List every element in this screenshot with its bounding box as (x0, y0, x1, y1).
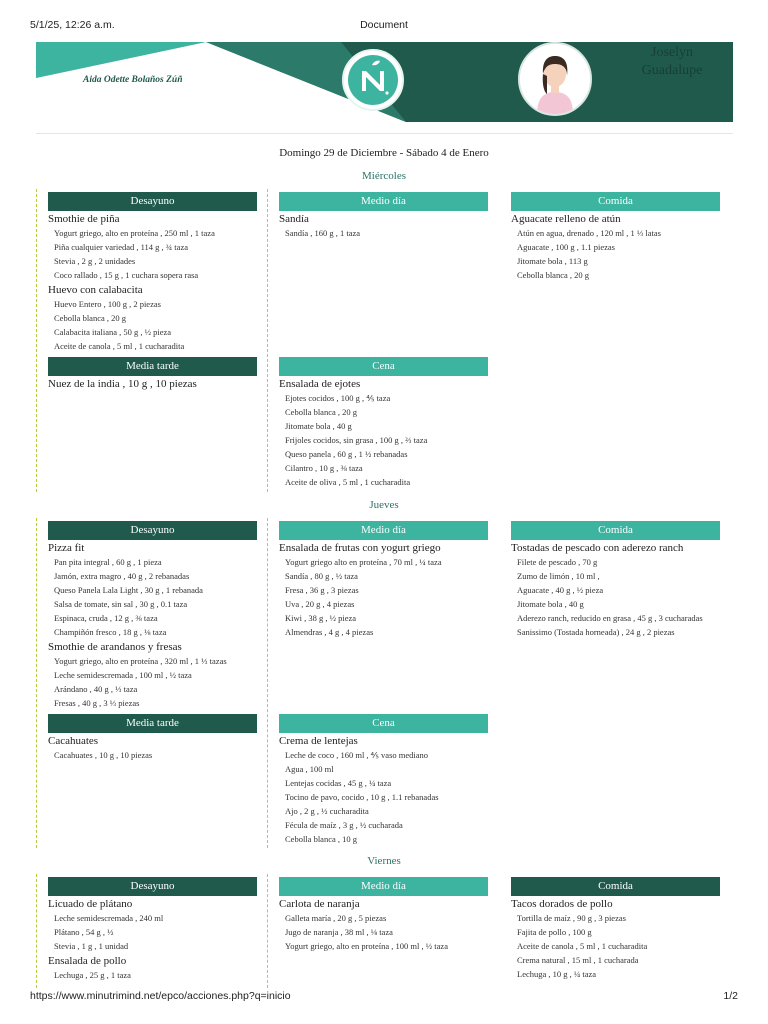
plan-period: Domingo 29 de Diciembre - Sábado 4 de Enero (279, 147, 489, 159)
patient-last-name: Guadalupe (641, 63, 703, 78)
meal-cena (279, 357, 488, 489)
ingredient: Kiwi , 38 g , ½ pieza (285, 613, 357, 623)
ingredient: Lentejas cocidas , 45 g , ¼ taza (285, 778, 392, 788)
meal-header: Medio día (279, 521, 488, 540)
dish-name: Huevo con calabacita (48, 284, 143, 296)
ingredient: Jugo de naranja , 38 ml , ⅛ taza (285, 927, 393, 937)
meal-cena (279, 714, 488, 846)
dish-name: Smothie de arandanos y fresas (48, 641, 182, 653)
dish-name: Pizza fit (48, 542, 85, 554)
ingredient: Aderezo ranch, reducido en grasa , 45 g , 3 cucharadas (517, 613, 703, 623)
ingredient: Filete de pescado , 70 g (517, 557, 598, 567)
ingredient: Salsa de tomate, sin sal , 30 g , 0.1 taza (54, 599, 188, 609)
ingredient: Fresas , 40 g , 3 ⅓ piezas (54, 698, 140, 708)
meal-desayuno (48, 877, 257, 982)
ingredient: Aguacate , 100 g , 1.1 piezas (517, 242, 615, 252)
ingredient: Leche semidescremada , 100 ml , ½ taza (54, 670, 192, 680)
ingredient: Jitomate bola , 113 g (517, 256, 588, 266)
day-title-miercoles: Miércoles (362, 170, 406, 182)
meal-media-tarde (48, 357, 257, 391)
dashed-guide (36, 874, 37, 988)
dish-name: Carlota de naranja (279, 898, 360, 910)
print-datetime: 5/1/25, 12:26 a.m. (30, 19, 115, 31)
meal-comida (511, 192, 720, 282)
meal-medio-dia (279, 192, 488, 240)
ingredient: Tortilla de maíz , 90 g , 3 piezas (517, 913, 626, 923)
dashed-guide (36, 518, 37, 848)
ingredient: Sandía , 160 g , 1 taza (285, 228, 361, 238)
ingredient: Frijoles cocidos, sin grasa , 100 g , ⅔ taza (285, 435, 428, 445)
dish-name: Tacos dorados de pollo (511, 898, 613, 910)
ingredient: Jamón, extra magro , 40 g , 2 rebanadas (54, 571, 190, 581)
header-banner (36, 42, 733, 122)
meal-comida (511, 521, 720, 639)
apple-n-icon (344, 51, 402, 109)
ingredient: Aceite de canola , 5 ml , 1 cucharadita (54, 341, 185, 351)
ingredient: Stevia , 2 g , 2 unidades (54, 256, 136, 266)
ingredient: Yogurt griego alto en proteína , 70 ml , ¼ taza (285, 557, 442, 567)
meal-header: Media tarde (48, 714, 257, 733)
dish-name: Ensalada de frutas con yogurt griego (279, 542, 441, 554)
meal-header: Medio día (279, 877, 488, 896)
meal-header: Medio día (279, 192, 488, 211)
divider (36, 133, 733, 134)
ingredient: Leche semidescremada , 240 ml (54, 913, 164, 923)
dish-name: Sandía (279, 213, 309, 225)
ingredient: Fresa , 36 g , 3 piezas (285, 585, 359, 595)
ingredient: Lechuga , 10 g , ¼ taza (517, 969, 597, 979)
ingredient: Crema natural , 15 ml , 1 cucharada (517, 955, 639, 965)
ingredient: Fajita de pollo , 100 g (517, 927, 592, 937)
ingredient: Tocino de pavo, cocido , 10 g , 1.1 rebanadas (285, 792, 439, 802)
ingredient: Jitomate bola , 40 g (285, 421, 352, 431)
page-number: 1/2 (723, 990, 738, 1002)
dish-name: Smothie de piña (48, 213, 120, 225)
dashed-guide (267, 518, 268, 848)
brand-logo (342, 49, 404, 111)
ingredient: Plátano , 54 g , ½ (54, 927, 114, 937)
ingredient: Almendras , 4 g , 4 piezas (285, 627, 374, 637)
ingredient: Cacahuates , 10 g , 10 piezas (54, 750, 153, 760)
meal-media-tarde (48, 714, 257, 762)
ingredient: Cebolla blanca , 20 g (54, 313, 126, 323)
ingredient: Yogurt griego, alto en proteína , 320 ml , 1 ⅓ tazas (54, 656, 227, 666)
meal-medio-dia (279, 521, 488, 639)
ingredient: Cilantro , 10 g , ⅜ taza (285, 463, 363, 473)
dish-name: Tostadas de pescado con aderezo ranch (511, 542, 684, 554)
ingredient: Arándano , 40 g , ⅓ taza (54, 684, 138, 694)
patient-first-name: Joselyn (651, 45, 693, 60)
meal-header: Cena (279, 714, 488, 733)
print-doc-title: Document (360, 19, 408, 31)
ingredient: Cebolla blanca , 20 g (285, 407, 357, 417)
ingredient: Queso panela , 60 g , 1 ½ rebanadas (285, 449, 408, 459)
ingredient: Espinaca, cruda , 12 g , ⅜ taza (54, 613, 158, 623)
patient-avatar (518, 42, 592, 116)
ingredient: Lechuga , 25 g , 1 taza (54, 970, 131, 980)
ingredient: Aguacate , 40 g , ½ pieza (517, 585, 604, 595)
dish-name: Ensalada de pollo (48, 955, 127, 967)
dish-name: Crema de lentejas (279, 735, 358, 747)
ingredient: Coco rallado , 15 g , 1 cuchara sopera rasa (54, 270, 199, 280)
ingredient: Atún en agua, drenado , 120 ml , 1 ⅓ latas (517, 228, 661, 238)
ingredient: Ajo , 2 g , ½ cucharadita (285, 806, 369, 816)
print-footer (30, 990, 738, 1004)
meal-medio-dia (279, 877, 488, 953)
meal-header: Cena (279, 357, 488, 376)
ingredient: Huevo Entero , 100 g , 2 piezas (54, 299, 161, 309)
ingredient: Sandía , 80 g , ½ taza (285, 571, 358, 581)
ingredient: Piña cualquier variedad , 114 g , ¾ taza (54, 242, 188, 252)
ingredient: Uva , 20 g , 4 piezas (285, 599, 355, 609)
ingredient: Pan pita integral , 60 g , 1 pieza (54, 557, 162, 567)
ingredient: Yogurt griego, alto en proteína , 250 ml , 1 taza (54, 228, 215, 238)
ingredient: Sanissimo (Tostada horneada) , 24 g , 2 piezas (517, 627, 675, 637)
ingredient: Yogurt griego, alto en proteína , 100 ml , ½ taza (285, 941, 448, 951)
print-header (30, 19, 738, 33)
meal-desayuno (48, 192, 257, 353)
ingredient: Calabacita italiana , 50 g , ½ pieza (54, 327, 172, 337)
ingredient: Queso Panela Lala Light , 30 g , 1 rebanada (54, 585, 203, 595)
ingredient: Agua , 100 ml (285, 764, 334, 774)
meal-header: Comida (511, 521, 720, 540)
meal-desayuno (48, 521, 257, 710)
dashed-guide (36, 189, 37, 492)
dish-name: Nuez de la india , 10 g , 10 piezas (48, 378, 197, 390)
ingredient: Galleta maría , 20 g , 5 piezas (285, 913, 387, 923)
ingredient: Zumo de limón , 10 ml , (517, 571, 600, 581)
ingredient: Cebolla blanca , 10 g (285, 834, 357, 844)
dish-name: Licuado de plátano (48, 898, 133, 910)
ingredient: Cebolla blanca , 20 g (517, 270, 589, 280)
meal-header: Desayuno (48, 521, 257, 540)
user-avatar-icon (520, 44, 590, 114)
dashed-guide (267, 189, 268, 492)
dish-name: Cacahuates (48, 735, 99, 747)
ingredient: Fécula de maíz , 3 g , ½ cucharada (285, 820, 403, 830)
meal-header: Comida (511, 192, 720, 211)
dashed-guide (267, 874, 268, 988)
nutritionist-name: Aida Odette Bolaños Zúñ (83, 75, 183, 85)
meal-header: Desayuno (48, 192, 257, 211)
ingredient: Champiñón fresco , 18 g , ⅛ taza (54, 627, 167, 637)
meal-header: Comida (511, 877, 720, 896)
ingredient: Leche de coco , 160 ml , ⅘ vaso mediano (285, 750, 429, 760)
day-title-viernes: Viernes (367, 855, 401, 867)
meal-comida (511, 877, 720, 981)
meal-header: Media tarde (48, 357, 257, 376)
ingredient: Aceite de oliva , 5 ml , 1 cucharadita (285, 477, 411, 487)
ingredient: Ejotes cocidos , 100 g , ⅘ taza (285, 393, 391, 403)
patient-name (612, 44, 732, 80)
ingredient: Stevia , 1 g , 1 unidad (54, 941, 129, 951)
meal-header: Desayuno (48, 877, 257, 896)
dish-name: Aguacate relleno de atún (511, 213, 621, 225)
day-title-jueves: Jueves (369, 499, 399, 511)
ingredient: Jitomate bola , 40 g (517, 599, 584, 609)
print-url: https://www.minutrimind.net/epco/acciones.php?q=inicio (30, 990, 291, 1002)
ingredient: Aceite de canola , 5 ml , 1 cucharadita (517, 941, 648, 951)
dish-name: Ensalada de ejotes (279, 378, 361, 390)
